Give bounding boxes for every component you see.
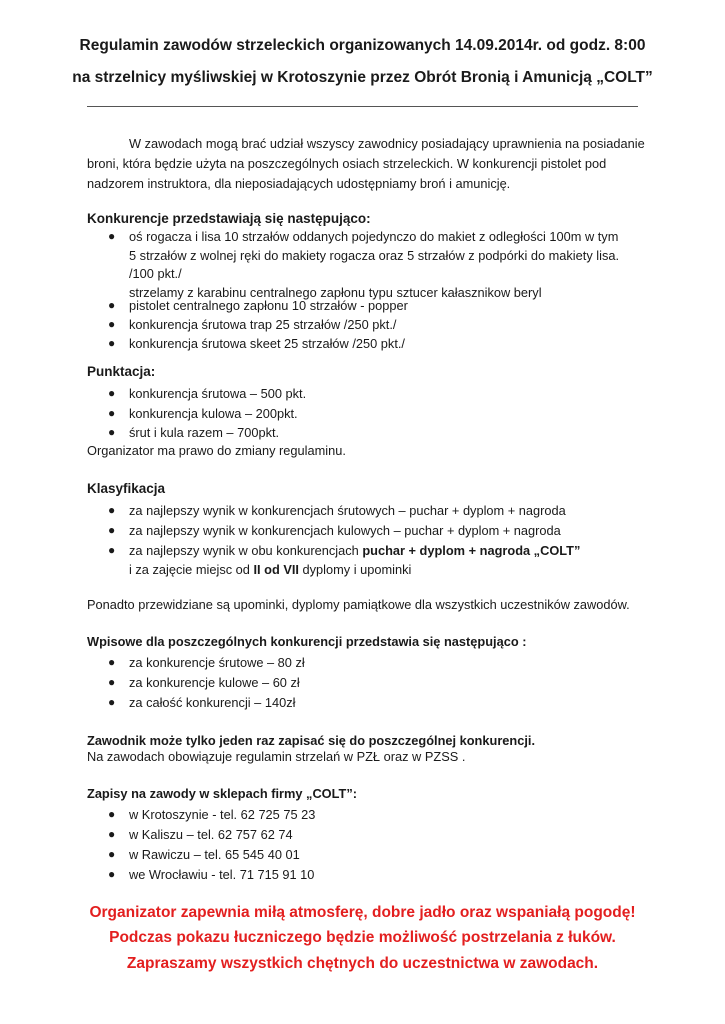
classification-item-3-prize: puchar + dyplom + nagroda „COLT”	[362, 543, 581, 558]
bullet-icon: ●	[108, 386, 116, 400]
intro-paragraph: W zawodach mogą brać udział wszyscy zawodnicy posiadający uprawnienia na posiadanie broni, która będzie użyta na poszczególnych osiach strzeleckich. W konkurencji pistolet pod nadzorem instruktora, dla nieposiadających udostępniamy broń i amunicję.	[87, 136, 645, 191]
classification-item-3-line-2-c: dyplomy i upominki	[298, 561, 412, 577]
bullet-icon: ●	[108, 807, 116, 821]
competition-item-1-line-3: /100 pkt./	[129, 266, 182, 281]
closing-line-1: Organizator zapewnia miłą atmosferę, dobre jadło oraz wspaniałą pogodę!	[89, 904, 636, 921]
scoring-item: konkurencja kulowa – 200pkt.	[129, 406, 298, 421]
bullet-icon: ●	[108, 543, 116, 557]
competition-item-4: konkurencja śrutowa skeet 25 strzałów /250 pkt./	[129, 336, 405, 351]
scoring-note: Organizator ma prawo do zmiany regulaminu.	[87, 443, 346, 458]
title-divider	[87, 106, 638, 107]
rules-line: Na zawodach obowiązuje regulamin strzelań w PZŁ oraz w PZSS .	[87, 749, 466, 764]
fee-item: za całość konkurencji – 140zł	[129, 695, 296, 710]
scoring-item: konkurencja śrutowa – 500 pkt.	[129, 386, 307, 401]
bullet-icon: ●	[108, 695, 116, 709]
classification-item-3-line-1	[129, 542, 629, 561]
bullet-icon: ●	[108, 229, 116, 243]
competition-item-1-line-1: oś rogacza i lisa 10 strzałów oddanych pojedynczo do makiet z odległości 100m w tym	[129, 229, 619, 244]
competition-item-1-note: strzelamy z karabinu centralnego zapłonu typu sztucer kałasznikow beryl	[129, 284, 542, 300]
scoring-item: śrut i kula razem – 700pkt.	[129, 425, 280, 440]
competition-item-1	[129, 228, 629, 302]
classification-item-3	[129, 542, 629, 579]
registration-item: w Kaliszu – tel. 62 757 62 74	[129, 827, 293, 842]
registration-heading: Zapisy na zawody w sklepach firmy „COLT”:	[87, 786, 357, 801]
competition-item-3: konkurencja śrutowa trap 25 strzałów /250 pkt./	[129, 317, 397, 332]
scoring-heading: Punktacja:	[87, 364, 156, 379]
fee-item: za konkurencje kulowe – 60 zł	[129, 675, 300, 690]
classification-item-3-line-2-a: i za zajęcie miejsc od	[129, 561, 254, 577]
document-title-line-2: na strzelnicy myśliwskiej w Krotoszynie przez Obrót Bronią i Amunicją „COLT”	[72, 69, 653, 86]
classification-item-3-places: II od VII	[253, 561, 299, 577]
closing-line-2: Podczas pokazu łuczniczego będzie możliwość postrzelania z łuków.	[109, 929, 616, 946]
competition-item-2: pistolet centralnego zapłonu 10 strzałów - popper	[129, 298, 408, 313]
rules-bold-line: Zawodnik może tylko jeden raz zapisać się do poszczególnej konkurencji.	[87, 733, 536, 748]
competitions-heading: Konkurencje przedstawiają się następująco:	[87, 211, 371, 226]
bullet-icon: ●	[108, 425, 116, 439]
bullet-icon: ●	[108, 655, 116, 669]
classification-item-1: za najlepszy wynik w konkurencjach śrutowych – puchar + dyplom + nagroda	[129, 503, 566, 518]
fee-item: za konkurencje śrutowe – 80 zł	[129, 655, 305, 670]
bullet-icon: ●	[108, 406, 116, 420]
classification-item-3-line-2	[129, 561, 629, 580]
closing-line-3: Zapraszamy wszystkich chętnych do uczestnictwa w zawodach.	[126, 955, 599, 972]
bullet-icon: ●	[108, 503, 116, 517]
classification-item-2: za najlepszy wynik w konkurencjach kulowych – puchar + dyplom + nagroda	[129, 523, 561, 538]
bullet-icon: ●	[108, 336, 116, 350]
bullet-icon: ●	[108, 298, 116, 312]
registration-item: we Wrocławiu - tel. 71 715 91 10	[129, 867, 315, 882]
classification-item-3-text: za najlepszy wynik w obu konkurencjach	[129, 543, 363, 558]
souvenirs-paragraph: Ponadto przewidziane są upominki, dyplomy pamiątkowe dla wszystkich uczestników zawodów.	[87, 597, 630, 612]
bullet-icon: ●	[108, 827, 116, 841]
registration-item: w Krotoszynie - tel. 62 725 75 23	[129, 807, 316, 822]
competition-item-1-line-2: 5 strzałów z wolnej ręki do makiety rogacza oraz 5 strzałów z podpórki do makiety lisa.	[129, 247, 620, 263]
registration-item: w Rawiczu – tel. 65 545 40 01	[129, 847, 300, 862]
classification-heading: Klasyfikacja	[87, 481, 166, 496]
bullet-icon: ●	[108, 867, 116, 881]
bullet-icon: ●	[108, 847, 116, 861]
fees-heading: Wpisowe dla poszczególnych konkurencji przedstawia się następująco :	[87, 634, 527, 649]
bullet-icon: ●	[108, 317, 116, 331]
document-title-line-1: Regulamin zawodów strzeleckich organizowanych 14.09.2014r. od godz. 8:00	[79, 37, 646, 54]
bullet-icon: ●	[108, 523, 116, 537]
bullet-icon: ●	[108, 675, 116, 689]
